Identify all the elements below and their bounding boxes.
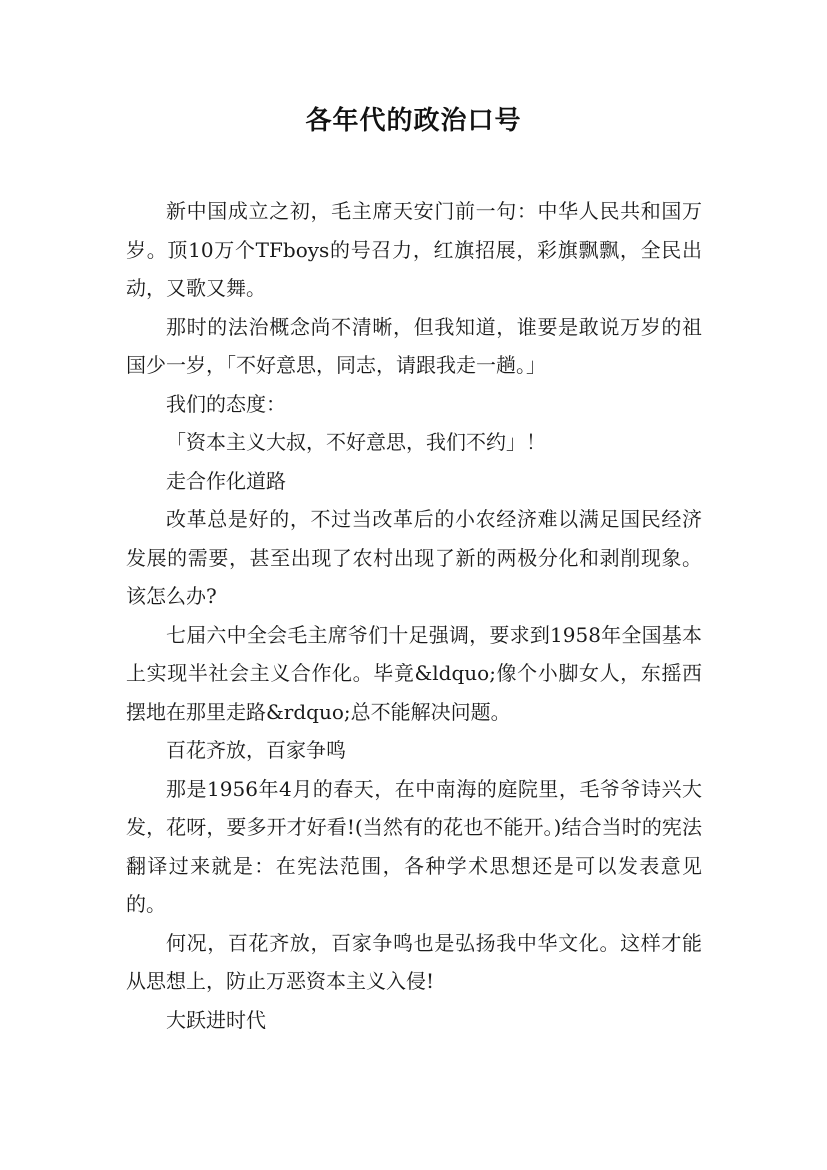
paragraph: 我们的态度：	[166, 391, 286, 416]
paragraph: 「资本主义大叔，不好意思，我们不约」！	[166, 430, 546, 454]
paragraph: 七届六中全会毛主席爷们十足强调，要求到1958年全国基本上实现半社会主义合作化。毕竟&ldquo;像个小脚女人，东摇西摆地在那里走路&rdquo;总不能解决问题。	[126, 622, 702, 724]
section-heading: 百花齐放，百家争鸣	[166, 738, 346, 762]
section-heading: 走合作化道路	[166, 468, 286, 493]
paragraph: 那是1956年4月的春天，在中南海的庭院里，毛爷爷诗兴大发，花呀，要多开才好看!(当然有的花也不能开。)结合当时的宪法翻译过来就是：在宪法范围，各种学术思想还是可以发表意见的。	[126, 776, 702, 916]
paragraph: 何况，百花齐放，百家争鸣也是弘扬我中华文化。这样才能从思想上，防止万恶资本主义入侵!	[126, 930, 702, 993]
paragraph: 新中国成立之初，毛主席天安门前一句：中华人民共和国万岁。顶10万个TFboys的号召力，红旗招展，彩旗飘飘，全民出动，又歌又舞。	[126, 199, 702, 300]
paragraph: 那时的法治概念尚不清晰，但我知道，谁要是敢说万岁的祖国少一岁，「不好意思，同志，请跟我走一趟。」	[126, 314, 702, 377]
document-title: 各年代的政治口号	[305, 106, 522, 136]
paragraph: 改革总是好的，不过当改革后的小农经济难以满足国民经济发展的需要，甚至出现了农村出现了新的两极分化和剥削现象。该怎么办?	[126, 507, 702, 608]
document-body	[126, 192, 702, 1039]
section-heading: 大跃进时代	[166, 1007, 266, 1032]
